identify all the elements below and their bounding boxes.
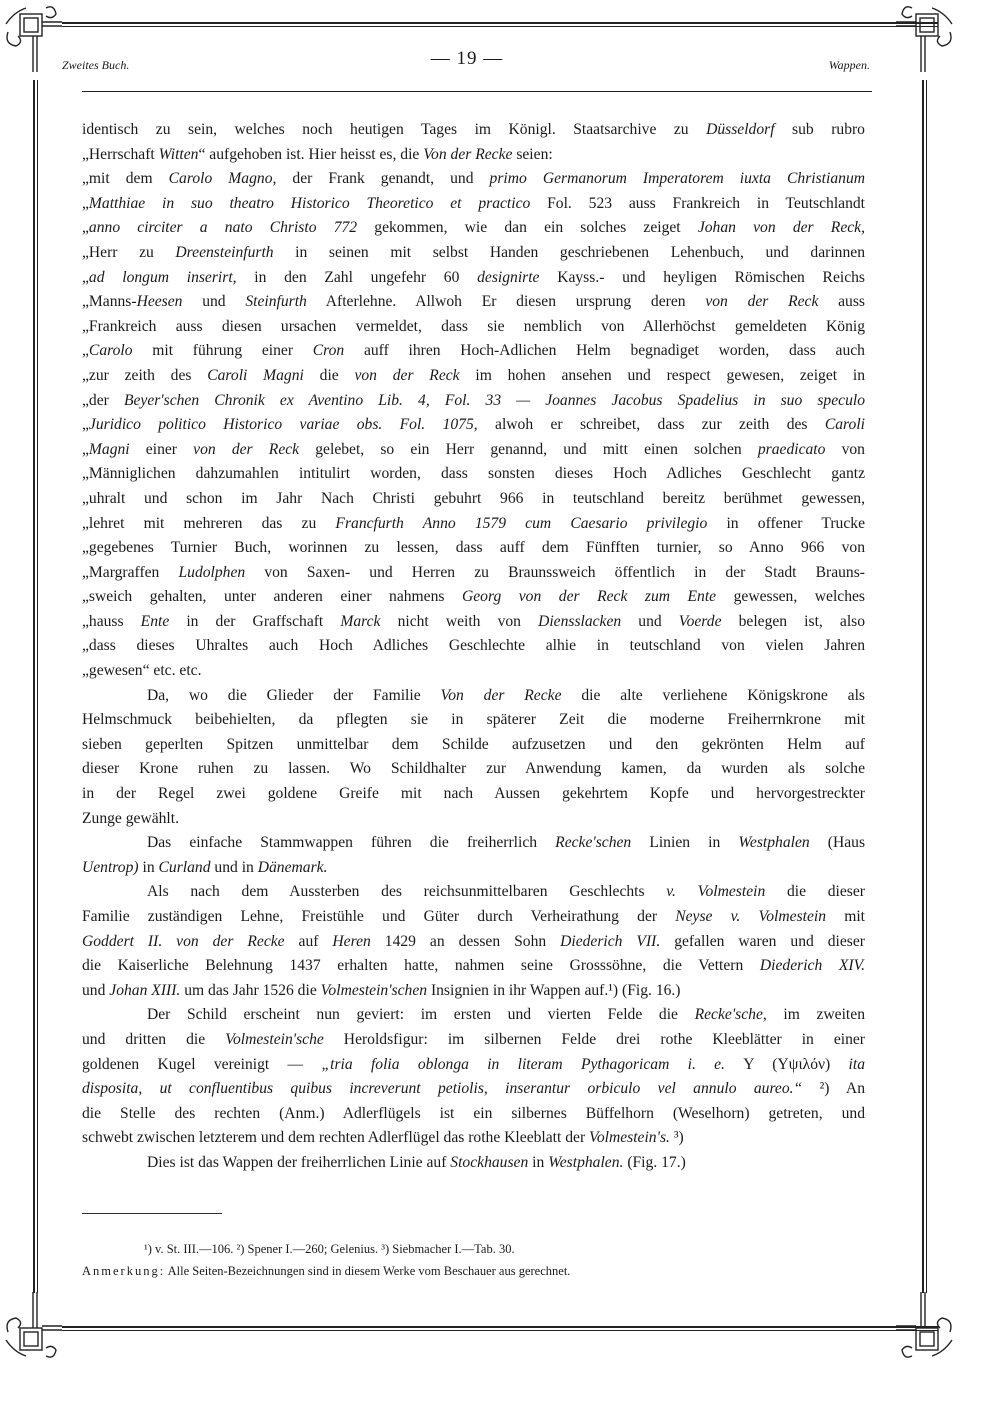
text-line: „gewesen“ etc. etc. [82, 662, 202, 680]
remark-label: Anmerkung: [82, 1264, 166, 1278]
text-line: „dass dieses Uhraltes auch Hoch Adliches Geschlechte alhie in teutschland von vielen Jahren [82, 637, 865, 655]
footnote-remark [82, 1260, 865, 1282]
border-right [922, 80, 924, 1293]
text-line: „mit dem Carolo Magno, der Frank genandt, und primo Germanorum Imperatorem iuxta Christianum [82, 170, 865, 188]
text-line: „Carolo mit führung einer Cron auff ihren Hoch-Adlichen Helm begnadiget worden, dass auch [82, 342, 865, 360]
text-line: Zunge gewählt. [82, 809, 179, 827]
text-line: die Kaiserliche Belehnung 1437 erhalten hatte, nahmen seine Grosssöhne, die Vettern Diederich XIV. [82, 957, 865, 975]
border-left [33, 80, 35, 1293]
text-line: sieben geperlten Spitzen unmittelbar dem Schilde aufzusetzen und den gekrönten Helm auf [82, 735, 865, 753]
remark-text: Alle Seiten-Bezeichnungen sind in diesem Werke vom Beschauer aus gerechnet. [167, 1264, 571, 1278]
text-line: identisch zu sein, welches noch heutigen Tages im Königl. Staatsarchive zu Düsseldorf sub rubro [82, 121, 865, 138]
text-line: Helmschmuck beibehielten, da pflegten sie in späterer Zeit die moderne Freiherrnkrone mit [82, 711, 865, 729]
text-line: „Magni einer von der Reck gelebet, so ein Herr genannd, und mitt einen solchen praedicato von [82, 440, 865, 458]
text-line: die Stelle des rechten (Anm.) Adlerflügels ist ein silbernes Büffelhorn (Weselhorn) getreten, und [82, 1104, 865, 1122]
border-right-inner [926, 80, 927, 1293]
text-line: „Frankreich auss diesen ursachen vermeldet, dass sie nemblich von Allerhöchst gemeldeten König [82, 317, 865, 335]
text-line: Da, wo die Glieder der Familie Von der Recke die alte verliehene Königskrone als [147, 686, 865, 704]
footnotes [82, 1238, 865, 1282]
header-section-title: Wappen. [828, 58, 870, 72]
text-line: „Männiglichen dahzumahlen intitulirt worden, dass sonsten dieses Hoch Adliches Geschlecht gantz [82, 465, 865, 483]
text-line: „anno circiter a nato Christo 772 gekommen, wie dan ein solches zeiget Johan von der Reck, [82, 219, 865, 237]
border-top [62, 22, 938, 24]
running-header [62, 48, 870, 78]
footnote-references: ¹) v. St. III.—106. ²) Spener I.—260; Gelenius. ³) Siebmacher I.—Tab. 30. [144, 1242, 515, 1256]
body-text [82, 118, 865, 1176]
text-line: „Matthiae in suo theatro Historico Theoretico et practico Fol. 523 auss Frankreich in Teutschlandt [82, 194, 865, 212]
text-line: „Manns-Heesen und Steinfurth Afterlehne. Allwoh Er diesen ursprung deren von der Reck auss [82, 293, 865, 311]
border-left-inner [37, 80, 38, 1293]
header-book-title: Zweites Buch. [62, 58, 130, 72]
text-line: dieser Krone ruhen zu lassen. Wo Schildhalter zur Anwendung kamen, da wurden als solche [82, 760, 865, 778]
text-line: und dritten die Volmestein'sche Heroldsfigur: im silbernen Felde drei rothe Kleeblätter in einer [82, 1030, 865, 1048]
ornament-corner-top-left-icon [2, 2, 66, 74]
border-top-inner [62, 26, 938, 27]
text-line: „ad longum inserirt, in den Zahl ungefehr 60 designirte Kayss.- und heyligen Römischen Reichs [82, 268, 865, 286]
text-line: „Herr zu Dreensteinfurth in seinen mit selbst Handen geschriebenen Lehenbuch, und darinnen [82, 243, 865, 261]
text-line: Dies ist das Wappen der freiherrlichen Linie auf Stockhausen in Westphalen. (Fig. 17.) [147, 1153, 686, 1171]
text-line: in der Regel zwei goldene Greife mit nach Aussen gekehrtem Kopfe und hervorgestreckter [82, 785, 865, 803]
text-line: Familie zuständigen Lehne, Freistühle und Güter durch Verheirathung der Neyse v. Volmestein mit [82, 908, 865, 925]
text-line: Der Schild erscheint nun geviert: im ersten und vierten Felde die Recke'sche, im zweiten [147, 1006, 865, 1024]
border-bottom [62, 1326, 938, 1328]
text-line: „zur zeith des Caroli Magni die von der Reck im hohen ansehen und respect gewesen, zeiget in [82, 366, 865, 384]
text-line: „hauss Ente in der Graffschaft Marck nicht weith von Diensslacken und Voerde belegen ist, also [82, 612, 865, 630]
ornament-corner-bottom-left-icon [2, 1290, 66, 1362]
ornament-corner-bottom-right-icon [892, 1290, 956, 1362]
border-bottom-inner [62, 1330, 938, 1331]
text-line: „gegebenes Turnier Buch, worinnen zu lessen, dass auff dem Fünfften turnier, so Anno 966 von [82, 539, 865, 557]
footnote-separator [82, 1213, 222, 1214]
text-line: „sweich gehalten, unter anderen einer nahmens Georg von der Reck zum Ente gewessen, welches [82, 588, 865, 606]
text-line: Uentrop) in Curland und in Dänemark. [82, 858, 328, 876]
header-rule [82, 91, 872, 92]
text-line: disposita, ut confluentibus quibus increverunt petiolis, inserantur orbiculo vel annulo aureo.“ ²) An [82, 1080, 865, 1098]
text-line: „Juridico politico Historico variae obs. Fol. 1075, alwoh er schreibet, dass zur zeith des Caroli [82, 416, 865, 434]
text-line: Goddert II. von der Recke auf Heren 1429 an dessen Sohn Diederich VII. gefallen waren und dieser [82, 932, 865, 950]
ornament-corner-top-right-icon [892, 2, 956, 74]
text-line: und Johan XIII. um das Jahr 1526 die Volmestein'schen Insignien in ihr Wappen auf.¹) (Fig. 16.) [82, 981, 681, 999]
text-line: „der Beyer'schen Chronik ex Aventino Lib. 4, Fol. 33 — Joannes Jacobus Spadelius in suo speculo [82, 391, 865, 409]
text-line: goldenen Kugel vereinigt — „tria folia oblonga in literam Pythagoricam i. e. Υ (Υψιλόν) ita [82, 1055, 865, 1073]
text-line: „Herrschaft Witten“ aufgehoben ist. Hier heisst es, die Von der Recke seien: [82, 145, 553, 163]
page-number: — 19 — [430, 48, 504, 69]
text-line: „lehret mit mehreren das zu Francfurth Anno 1579 cum Caesario privilegio in offener Trucke [82, 514, 865, 532]
text-line: „Margraffen Ludolphen von Saxen- und Herren zu Braunssweich öffentlich in der Stadt Brauns- [82, 563, 865, 581]
text-line: „uhralt und schon im Jahr Nach Christi gebuhrt 966 in teutschland bereitz berühmet gewessen, [82, 489, 865, 507]
text-line: Das einfache Stammwappen führen die freiherrlich Recke'schen Linien in Westphalen (Haus [147, 834, 865, 852]
text-line: schwebt zwischen letzterem und dem rechten Adlerflügel das rothe Kleeblatt der Volmestein's. ³) [82, 1129, 684, 1147]
text-line: Als nach dem Aussterben des reichsunmittelbaren Geschlechts v. Volmestein die dieser [147, 883, 865, 901]
